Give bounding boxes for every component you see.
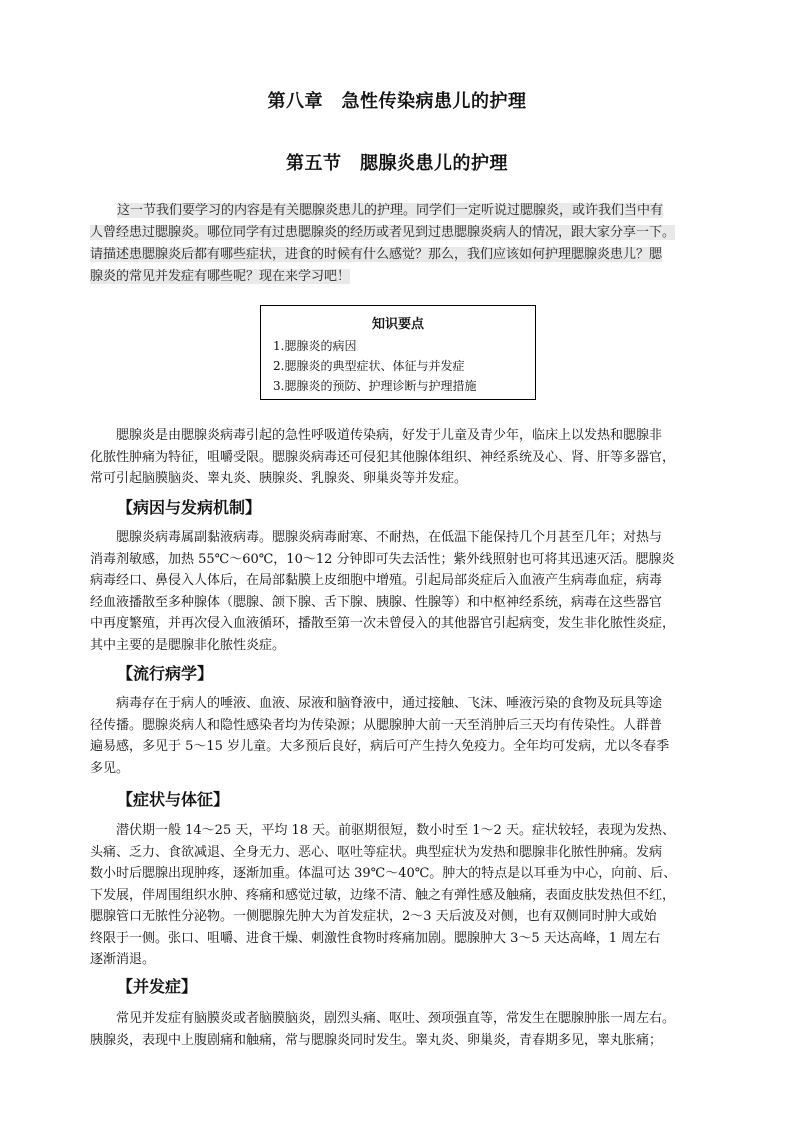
knowledge-item: 1.腮腺炎的病因 (273, 339, 357, 353)
text-line: 逐渐消退。 (90, 952, 156, 967)
section-title: 第五节 腮腺炎患儿的护理 (286, 153, 508, 174)
heading-etiology: 【病因与发病机制】 (117, 498, 262, 517)
text-line: 常可引起脑膜脑炎、睾丸炎、胰腺炎、乳腺炎、卵巢炎等并发症。 (90, 471, 468, 486)
knowledge-item: 2.腮腺炎的典型症状、体征与并发症 (273, 359, 465, 373)
text-line: 遍易感，多见于 5～15 岁儿童。大多预后良好，病后可产生持久免疫力。全年均可发病，尤以冬春季 (90, 739, 670, 754)
text-line: 终限于一侧。张口、咀嚼、进食干燥、刺激性食物时疼痛加剧。腮腺肿大 3～5 天达高峰，1 周左右 (90, 930, 661, 946)
text-line: 经血液播散至多种腺体（腮腺、颌下腺、舌下腺、胰腺、性腺等）和中枢神经系统，病毒在这些器官 (90, 594, 663, 610)
text-line: 多见。 (90, 760, 130, 776)
text-line: 胰腺炎，表现中上腹剧痛和触痛，常与腮腺炎同时发生。睾丸炎、卵巢炎，青春期多见，睾丸胀痛； (90, 1032, 663, 1048)
text-line: 化脓性肿痛为特征，咀嚼受限。腮腺炎病毒还可侵犯其他腺体组织、神经系统及心、肾、肝等多器官， (90, 449, 676, 465)
heading-symptoms: 【症状与体征】 (117, 790, 230, 809)
text-line: 下发展，伴周围组织水肿、疼痛和感觉过敏，边缘不清、触之有弹性感及触痛，表面皮肤发热但不红， (90, 887, 676, 903)
intro-line: 请描述患腮腺炎后都有哪些症状，进食的时候有什么感觉？那么，我们应该如何护理腮腺炎患儿？腮 (90, 247, 663, 262)
text-line: 潜伏期一般 14～25 天，平均 18 天。前驱期很短，数小时至 1～2 天。症状较轻，表现为发热、 (90, 823, 675, 838)
knowledge-item: 3.腮腺炎的预防、护理诊断与护理措施 (273, 379, 477, 393)
knowledge-points-box (260, 305, 536, 400)
epidemiology-paragraph (90, 693, 708, 779)
text-line: 腮腺管口无脓性分泌物。一侧腮腺先肿大为首发症状，2～3 天后波及对侧，也有双侧同时肿大或始 (90, 909, 657, 924)
heading-epidemiology: 【流行病学】 (117, 664, 214, 683)
intro-paragraph (90, 200, 709, 288)
intro-line: 这一节我们要学习的内容是有关腮腺炎患儿的护理。同学们一定听说过腮腺炎，或许我们当中有 (117, 203, 664, 218)
text-line: 腮腺炎是由腮腺炎病毒引起的急性呼吸道传染病，好发于儿童及青少年，临床上以发热和腮腺非 (90, 428, 663, 443)
text-line: 病毒存在于病人的唾液、血液、尿液和脑脊液中，通过接触、飞沫、唾液污染的食物及玩具等途 (90, 696, 663, 711)
text-line: 数小时后腮腺出现肿疼，逐渐加重。体温可达 39℃～40℃。肿大的特点是以耳垂为中心，向前、后、 (90, 866, 677, 881)
knowledge-box-title: 知识要点 (371, 317, 424, 332)
text-line: 中再度繁殖，并再次侵入血液循环，播散至第一次未曾侵入的其他器官引起病变，发生非化脓性炎症， (90, 616, 676, 631)
heading-complications: 【并发症】 (117, 977, 198, 996)
intro-line: 人曾经患过腮腺炎。哪位同学有过患腮腺炎的经历或者见到过患腮腺炎病人的情况，跟大家分享一下。 (90, 225, 676, 240)
text-line: 头痛、乏力、食欲减退、全身无力、恶心、呕吐等症状。典型症状为发热和腮腺非化脓性肿痛。发病 (90, 844, 663, 860)
text-line: 常见并发症有脑膜炎或者脑膜脑炎，剧烈头痛、呕吐、颈项强直等，常发生在腮腺肿胀一周左右。 (90, 1011, 676, 1026)
chapter-title: 第八章 急性传染病患儿的护理 (267, 91, 527, 112)
etiology-paragraph (90, 527, 708, 656)
definition-paragraph (90, 425, 708, 490)
text-line: 病毒经口、鼻侵入人体后，在局部黏膜上皮细胞中增殖。引起局部炎症后入血液产生病毒血症，病毒 (90, 573, 663, 588)
text-line: 其中主要的是腮腺非化脓性炎症。 (90, 637, 286, 653)
text-line: 腮腺炎病毒属副黏液病毒。腮腺炎病毒耐寒、不耐热，在低温下能保持几个月甚至几年；对热与 (90, 530, 663, 545)
symptoms-paragraph (90, 820, 708, 971)
text-line: 消毒剂敏感，加热 55℃～60℃，10～12 分钟即可失去活性；紫外线照射也可将其迅速灭活。腮腺炎 (90, 551, 675, 567)
intro-line: 腺炎的常见并发症有哪些呢？现在来学习吧！ (90, 269, 351, 284)
complications-paragraph (90, 1008, 708, 1051)
text-line: 径传播。腮腺炎病人和隐性感染者均为传染源；从腮腺肿大前一天至消肿后三天均有传染性。人群普 (90, 717, 663, 733)
